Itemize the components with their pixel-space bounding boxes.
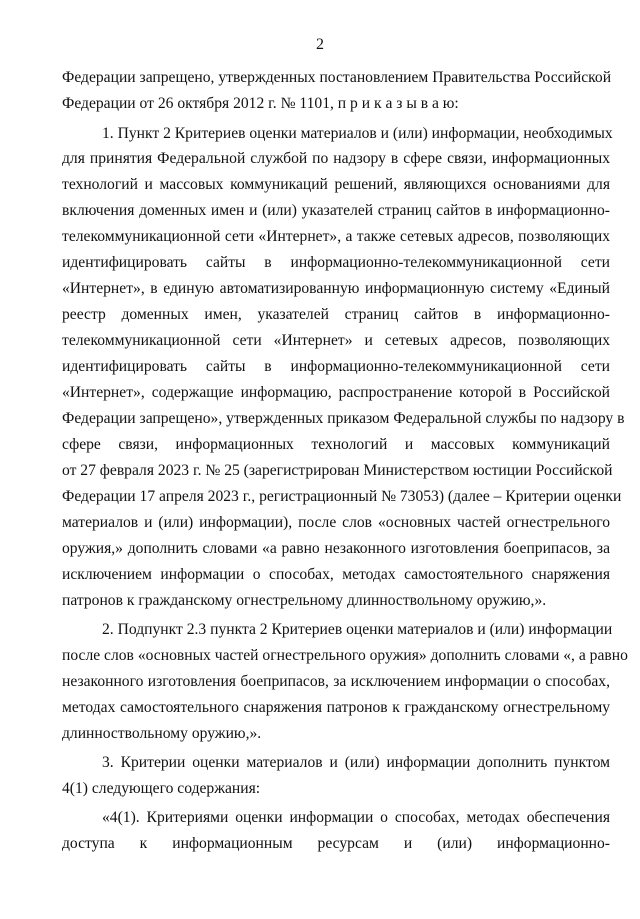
text-line: методах самостоятельного снаряжения патронов к гражданскому огнестрельному — [62, 699, 610, 716]
text-line: 4(1) следующего содержания: — [62, 780, 261, 797]
text-line: после слов «основных частей огнестрельного оружия» дополнить словами «, а равно — [62, 647, 628, 664]
text-line: телекоммуникационной сети «Интернет» и сетевых адресов, позволяющих — [62, 332, 610, 349]
text-line: сфере связи, информационных технологий и массовых коммуникаций — [62, 436, 610, 453]
text-line: Федерации запрещено, утвержденных постановлением Правительства Российской — [62, 69, 612, 86]
text-line: «Интернет», содержащие информацию, распространение которой в Российской — [62, 384, 610, 401]
text-line: включения доменных имен и (или) указателей страниц сайтов в информационно- — [62, 202, 610, 219]
text-line: патронов к гражданскому огнестрельному длинноствольному оружию,». — [62, 592, 547, 609]
text-line: от 27 февраля 2023 г. № 25 (зарегистрирован Министерством юстиции Российской — [62, 462, 613, 479]
text-line: доступа к информационным ресурсам и (или) информационно- — [62, 835, 610, 852]
text-line: для принятия Федеральной службой по надзору в сфере связи, информационных — [62, 150, 610, 167]
text-line: Федерации от 26 октября 2012 г. № 1101, п р и к а з ы в а ю: — [62, 95, 459, 112]
text-line: оружия,» дополнить словами «а равно незаконного изготовления боеприпасов, за — [62, 540, 610, 557]
text-line: незаконного изготовления боеприпасов, за исключением информации о способах, — [62, 673, 610, 690]
text-line: длинноствольному оружию,». — [62, 725, 262, 742]
text-line: Федерации 17 апреля 2023 г., регистрационный № 73053) (далее – Критерии оценки — [62, 488, 622, 505]
text-line: идентифицировать сайты в информационно-телекоммуникационной сети — [62, 254, 610, 271]
text-line: 2. Подпункт 2.3 пункта 2 Критериев оценки материалов и (или) информации — [102, 621, 613, 638]
text-line: идентифицировать сайты в информационно-телекоммуникационной сети — [62, 358, 610, 375]
text-line: 3. Критерии оценки материалов и (или) информации дополнить пунктом — [102, 754, 610, 771]
text-line: 1. Пункт 2 Критериев оценки материалов и (или) информации, необходимых — [102, 125, 613, 142]
text-line: исключением информации о способах, методах самостоятельного снаряжения — [62, 566, 610, 583]
text-line: реестр доменных имен, указателей страниц сайтов в информационно- — [62, 306, 610, 323]
page-number: 2 — [316, 36, 324, 53]
text-line: технологий и массовых коммуникаций решений, являющихся основаниями для — [62, 176, 610, 193]
text-line: Федерации запрещено», утвержденных приказом Федеральной службы по надзору в — [62, 410, 625, 427]
text-line: «Интернет», в единую автоматизированную информационную систему «Единый — [62, 280, 610, 297]
text-line: телекоммуникационной сети «Интернет», а также сетевых адресов, позволяющих — [62, 228, 610, 245]
text-line: «4(1). Критериями оценки информации о способах, методах обеспечения — [102, 809, 610, 826]
text-line: материалов и (или) информации), после слов «основных частей огнестрельного — [62, 514, 610, 531]
